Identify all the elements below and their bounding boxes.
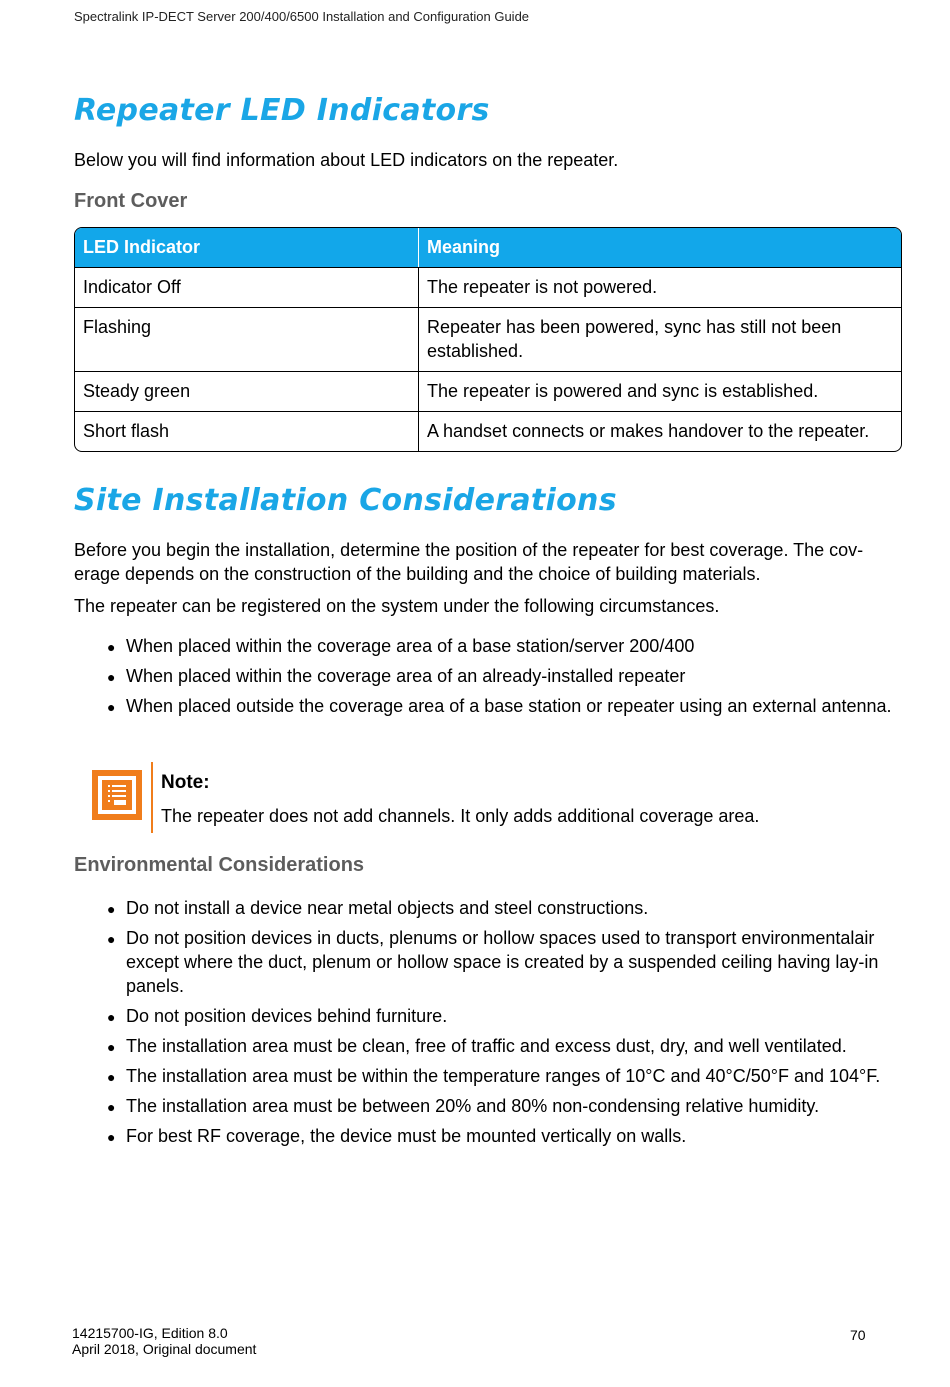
table-cell: The repeater is powered and sync is established. <box>427 381 819 401</box>
site-paragraph-1: Before you begin the installation, determine the position of the repeater for best coverage. The cov-erage depends on the construction of the building and the choice of building materials. <box>74 540 864 584</box>
list-item <box>74 926 900 998</box>
footer-date: April 2018, Original document <box>72 1341 257 1357</box>
table-header-row <box>75 228 901 267</box>
bullet-icon: ● <box>107 1009 116 1025</box>
note-text: The repeater does not add channels. It only adds additional coverage area. <box>161 806 760 826</box>
bullet-icon: ● <box>107 1069 116 1085</box>
page-number: 70 <box>850 1327 866 1343</box>
table-row <box>75 307 901 371</box>
bullet-icon: ● <box>107 1099 116 1115</box>
list-item-text: For best RF coverage, the device must be mounted vertically on walls. <box>126 1126 687 1146</box>
list-item <box>74 1004 900 1028</box>
note-document-icon <box>92 770 142 820</box>
bullet-icon: ● <box>107 639 116 655</box>
table-row <box>75 267 901 307</box>
list-item <box>74 1064 900 1088</box>
list-item-text: When placed within the coverage area of an already-installed repeater <box>126 666 686 686</box>
bullet-icon: ● <box>107 699 116 715</box>
table-cell: Repeater has been powered, sync has still not been established. <box>427 317 842 361</box>
subheading-front-cover: Front Cover <box>74 190 188 212</box>
subheading-environmental: Environmental Considerations <box>74 854 365 876</box>
running-header: Spectralink IP-DECT Server 200/400/6500 Installation and Configuration Guide <box>74 9 530 24</box>
list-item <box>74 694 900 718</box>
bullet-icon: ● <box>107 1039 116 1055</box>
note-divider <box>151 762 153 833</box>
table-cell: Flashing <box>75 308 419 371</box>
list-item-text: The installation area must be between 20% and 80% non-condensing relative humidity. <box>126 1096 820 1116</box>
led-indicator-table <box>74 227 902 452</box>
list-item <box>74 1094 900 1118</box>
table-row <box>75 411 901 451</box>
registration-bullet-list <box>74 634 900 724</box>
bullet-icon: ● <box>107 669 116 685</box>
table-cell: The repeater is not powered. <box>427 277 658 297</box>
section-title-repeater-led: Repeater LED Indicators <box>74 93 490 128</box>
section-intro: Below you will find information about LED indicators on the repeater. <box>74 150 619 170</box>
bullet-icon: ● <box>107 1129 116 1145</box>
list-item-text: Do not position devices in ducts, plenums or hollow spaces used to transport environmentalair except where the duct, plenum or hollow space is created by a suspended ceiling having lay-in panels. <box>126 928 879 996</box>
note-title: Note: <box>161 772 210 793</box>
table-cell: A handset connects or makes handover to the repeater. <box>427 421 870 441</box>
table-cell: Steady green <box>75 372 419 411</box>
environmental-bullet-list <box>74 896 900 1154</box>
table-header-cell: LED Indicator <box>75 228 419 267</box>
list-item <box>74 664 900 688</box>
list-item <box>74 1034 900 1058</box>
table-row <box>75 371 901 411</box>
list-item-text: Do not install a device near metal objects and steel constructions. <box>126 898 649 918</box>
list-item <box>74 1124 900 1148</box>
bullet-icon: ● <box>107 901 116 917</box>
table-header-cell: Meaning <box>427 237 501 257</box>
footer-doc-id: 14215700-IG, Edition 8.0 <box>72 1325 228 1341</box>
bullet-icon: ● <box>107 931 116 947</box>
section-title-site-installation: Site Installation Considerations <box>74 483 617 518</box>
list-item-text: Do not position devices behind furniture. <box>126 1006 448 1026</box>
list-item-text: The installation area must be within the temperature ranges of 10°C and 40°C/50°F and 104°F. <box>126 1066 881 1086</box>
list-item-text: When placed within the coverage area of a base station/server 200/400 <box>126 636 695 656</box>
table-cell: Short flash <box>75 412 419 451</box>
table-cell: Indicator Off <box>75 268 419 307</box>
list-item <box>74 634 900 658</box>
site-paragraph-2: The repeater can be registered on the system under the following circumstances. <box>74 596 720 616</box>
list-item-text: When placed outside the coverage area of a base station or repeater using an external antenna. <box>126 696 892 716</box>
list-item <box>74 896 900 920</box>
list-item-text: The installation area must be clean, free of traffic and excess dust, dry, and well ventilated. <box>126 1036 847 1056</box>
footer-document-info <box>72 1325 256 1357</box>
